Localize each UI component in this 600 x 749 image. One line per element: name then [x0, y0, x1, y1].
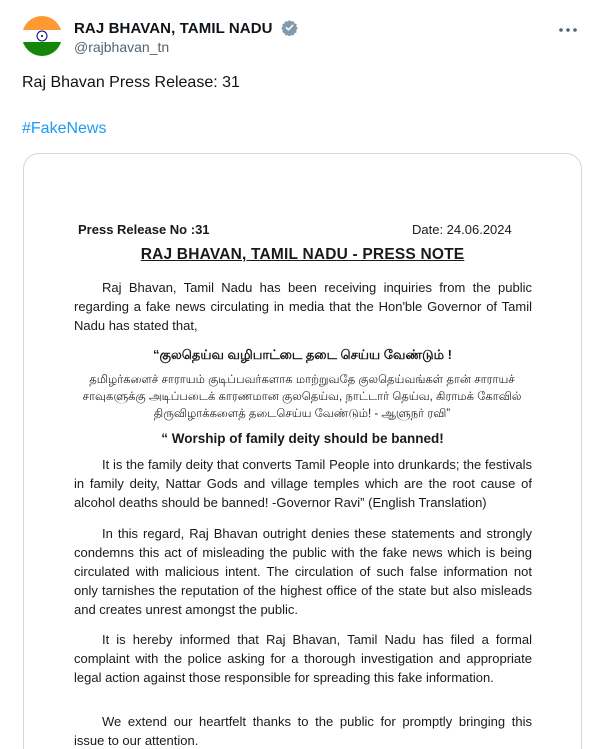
avatar[interactable] [22, 16, 62, 56]
document-title: RAJ BHAVAN, TAMIL NADU - PRESS NOTE [140, 246, 465, 263]
paragraph-denial: In this regard, Raj Bhavan outright denies these statements and strongly condemns this act of misleading the public with the fake news which is being circulated with malicious intent. The circulation of such false information not only tarnishes the reputation of the highest office of the state but also misleads and creates unrest amongst the public. [74, 526, 532, 617]
paragraph-complaint: It is hereby informed that Raj Bhavan, Tamil Nadu has filed a formal complaint with the police asking for a thorough investigation and appropriate legal action against those responsible for spreading this fake information. [74, 632, 532, 685]
press-release-date: Date: 24.06.2024 [412, 222, 512, 237]
more-options-button[interactable] [556, 20, 580, 40]
verified-badge-icon [281, 19, 298, 36]
tamil-quote-body: தமிழர்களைச் சாராயம் குடிப்பவர்களாக மாற்றுவதே குலதெய்வங்கள் தான் சாராயச் சாவுகளுக்கு அடிப்படைக் காரணமான குலதெய்வ, நாட்டார் தெய்வ, கிராமக் கோவில் திருவிழாக்களைத் தடைசெய்ய வேண்டும்! - ஆளுநர் ரவி” [82, 374, 522, 420]
english-quote-heading: “ Worship of family deity should be banned! [161, 431, 444, 446]
display-name-text: RAJ BHAVAN, TAMIL NADU [74, 20, 273, 37]
tweet-header [22, 16, 582, 60]
account-handle[interactable]: @rajbhavan_tn [74, 39, 170, 55]
paragraph-intro: Raj Bhavan, Tamil Nadu has been receiving inquiries from the public regarding a fake news circulating in media that the Hon'ble Governor of Tamil Nadu has stated that, [74, 280, 532, 333]
hashtag-link[interactable]: #FakeNews [22, 120, 107, 137]
tweet-text: Raj Bhavan Press Release: 31 [22, 74, 240, 91]
paragraph-thanks: We extend our heartfelt thanks to the public for promptly bringing this issue to our attention. [74, 714, 532, 748]
display-name[interactable] [74, 19, 298, 37]
press-release-document [24, 154, 581, 749]
more-options-icon [556, 20, 580, 40]
paragraph-translation: It is the family deity that converts Tamil People into drunkards; the festivals in family deity, Nattar Gods and village temples which are the root cause of alcohol deaths should be banned! -Governor Ravi” (English Translation) [74, 457, 532, 510]
attached-image[interactable] [23, 153, 582, 749]
indian-flag-avatar-icon [22, 16, 62, 56]
press-release-number: Press Release No :31 [78, 222, 210, 237]
tamil-quote-heading: “குலதெய்வ வழிபாட்டை தடை செய்ய வேண்டும் ! [152, 347, 453, 362]
